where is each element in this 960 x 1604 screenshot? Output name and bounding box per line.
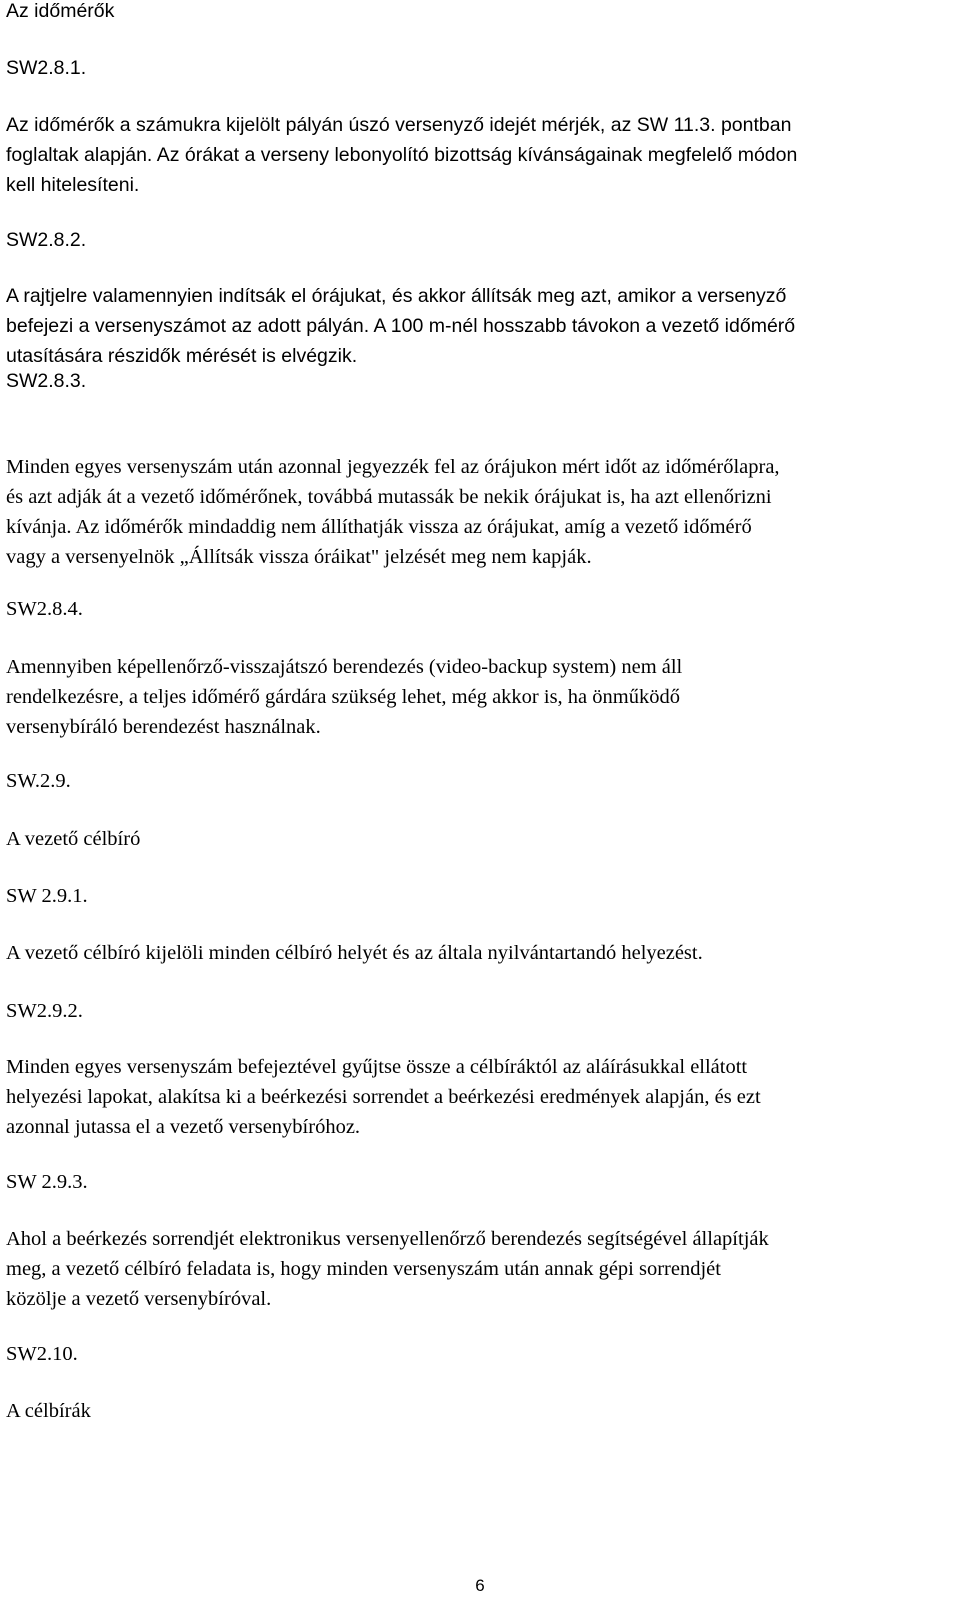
paragraph-line: Minden egyes versenyszám befejeztével gyűjtse össze a célbíráktól az aláírásukkal ellátott xyxy=(6,1056,748,1078)
paragraph-line: azonnal jutassa el a vezető versenybíróhoz. xyxy=(6,1116,361,1138)
paragraph-line: A vezető célbíró kijelöli minden célbíró helyét és az általa nyilvántartandó helyezést. xyxy=(6,942,703,964)
paragraph-line: közölje a vezető versenybíróval. xyxy=(6,1288,272,1310)
paragraph-line: meg, a vezető célbíró feladata is, hogy minden versenyszám után annak gépi sorrendjét xyxy=(6,1258,721,1280)
paragraph-line: Ahol a beérkezés sorrendjét elektronikus versenyellenőrző berendezés segítségével állapítják xyxy=(6,1228,769,1250)
paragraph-line: kell hitelesíteni. xyxy=(6,174,140,196)
section-code: SW 2.9.1. xyxy=(6,885,88,907)
section-code: SW 2.9.3. xyxy=(6,1171,88,1193)
section-code: SW.2.9. xyxy=(6,770,71,792)
page-number: 6 xyxy=(475,1576,485,1595)
section-code: SW2.8.3. xyxy=(6,370,87,392)
section-title: A célbírák xyxy=(6,1400,91,1422)
paragraph xyxy=(6,281,946,371)
section-heading xyxy=(6,0,946,26)
paragraph-line: versenybíráló berendezést használnak. xyxy=(6,716,321,738)
paragraph-line: Az időmérők a számukra kijelölt pályán úszó versenyző idejét mérjék, az SW 11.3. pontban xyxy=(6,114,792,136)
paragraph xyxy=(6,1052,946,1142)
paragraph-line: Minden egyes versenyszám után azonnal jegyezzék fel az órájukon mért időt az időmérőlapra, xyxy=(6,456,780,478)
section-code: SW2.9.2. xyxy=(6,1000,83,1022)
paragraph xyxy=(6,652,946,742)
paragraph xyxy=(6,938,946,968)
paragraph xyxy=(6,110,946,200)
paragraph-line: utasítására részidők mérését is elvégzik. xyxy=(6,345,358,367)
paragraph-line: A rajtjelre valamennyien indítsák el órájukat, és akkor állítsák meg azt, amikor a versenyző xyxy=(6,285,787,307)
paragraph-line: kívánja. Az időmérők mindaddig nem állíthatják vissza az órájukat, amíg a vezető időmérő xyxy=(6,516,752,538)
paragraph-line: Amennyiben képellenőrző-visszajátszó berendezés (video-backup system) nem áll xyxy=(6,656,683,678)
paragraph xyxy=(6,452,946,572)
paragraph-line: és azt adják át a vezető időmérőnek, továbbá mutassák be nekik órájukat is, ha azt ellenőrizni xyxy=(6,486,772,508)
paragraph-line: foglaltak alapján. Az órákat a verseny lebonyolító bizottság kívánságainak megfelelő módon xyxy=(6,144,798,166)
section-code: SW2.8.4. xyxy=(6,598,83,620)
heading-text: Az időmérők xyxy=(6,0,115,22)
section-title: A vezető célbíró xyxy=(6,828,141,850)
paragraph xyxy=(6,1224,946,1314)
paragraph-line: helyezési lapokat, alakítsa ki a beérkezési sorrendet a beérkezési eredmények alapján, és ezt xyxy=(6,1086,761,1108)
section-code: SW2.8.1. xyxy=(6,57,87,79)
paragraph-line: rendelkezésre, a teljes időmérő gárdára szükség lehet, még akkor is, ha önműködő xyxy=(6,686,680,708)
section-code: SW2.10. xyxy=(6,1343,78,1365)
section-code: SW2.8.2. xyxy=(6,229,87,251)
paragraph-line: befejezi a versenyszámot az adott pályán. A 100 m-nél hosszabb távokon a vezető időmérő xyxy=(6,315,796,337)
paragraph-line: vagy a versenyelnök „Állítsák vissza óráikat" jelzését meg nem kapják. xyxy=(6,546,592,568)
